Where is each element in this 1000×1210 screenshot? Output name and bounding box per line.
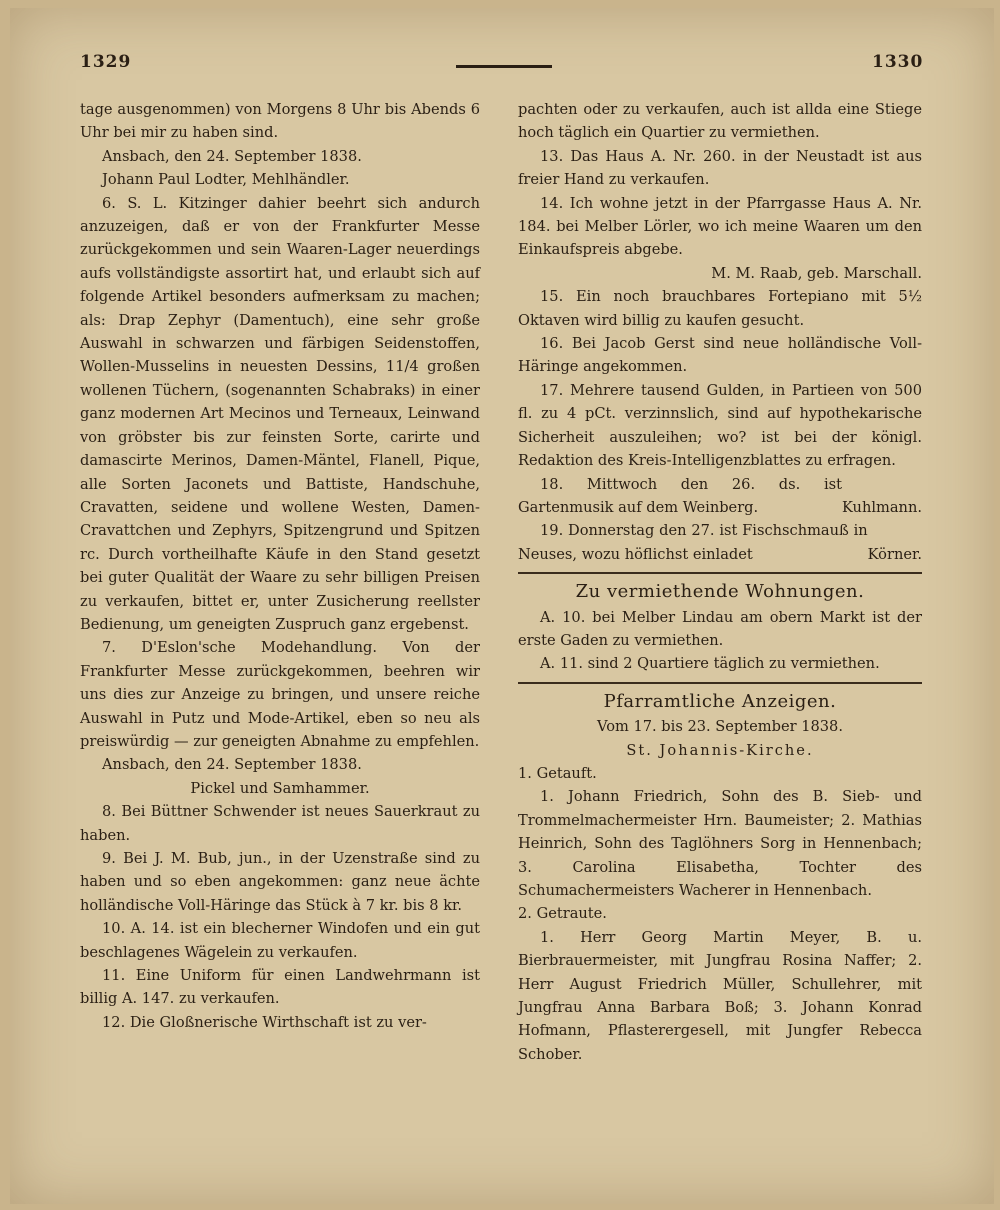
notice-8: 8. Bei Büttner Schwender ist neues Sauerkraut zu haben.: [80, 803, 480, 844]
rental-2: A. 11. sind 2 Quartiere täglich zu vermiethen.: [540, 655, 880, 673]
notice-18-signature: Kuhlmann.: [841, 498, 922, 516]
notice-5-signature: Johann Paul Lodter, Mehlhändler.: [102, 171, 350, 189]
notice-5-continued: tage ausgenommen) von Morgens 8 Uhr bis Abends 6 Uhr bei mir zu haben sind.: [80, 101, 480, 142]
notice-12: 12. Die Gloßnerische Wirthschaft ist zu ver-: [102, 1013, 427, 1031]
marriages-heading: 2. Getraute.: [518, 905, 607, 923]
parish-date-range: Vom 17. bis 23. September 1838.: [597, 718, 843, 736]
notice-18-row: [518, 473, 922, 520]
notice-19-signature: Körner.: [867, 545, 922, 563]
notice-6: 6. S. L. Kitzinger dahier beehrt sich andurch anzuzeigen, daß er von der Frankfurter Messe zurückgekommen und sein Waaren-Lager neuerdings aufs vollständigste assortirt hat, und erlaubt sich auf folgende Artikel besonders aufmerksam zu machen; als: Drap Zephyr (Damentuch), eine sehr große Auswahl in schwarzen und färbigen Seidenstoffen, Wollen-Musselins in neuesten Dessins, 11/4 großen wollenen Tüchern, (sogenannten Schabraks) in einer ganz modernen Art Mecinos und Terneaux, Leinwand von gröbster bis zur feinsten Sorte, carirte und damascirte Merinos, Damen-Mäntel, Flanell, Pique, alle Sorten Jaconets und Battiste, Handschuhe, Cravatten, seidene und wollene Westen, Damen-Cravattchen und Zephyrs, Spitzengrund und Spitzen rc. Durch vortheilhafte Käufe in den Stand gesetzt bei guter Qualität der Waare zu sehr billigen Preisen zu verkaufen, bittet er, unter Zusicherung reellster Bedienung, um geneigten Zuspruch ganz ergebenst.: [80, 194, 480, 633]
newspaper-page: [10, 8, 994, 1204]
notice-14: 14. Ich wohne jetzt in der Pfarrgasse Haus A. Nr. 184. bei Melber Lörler, wo ich meine Waaren um den Einkaufspreis abgebe.: [518, 194, 922, 259]
notice-12-continued: pachten oder zu verkaufen, auch ist allda eine Stiege hoch täglich ein Quartier zu vermiethen.: [518, 101, 922, 142]
notice-11: 11. Eine Uniform für einen Landwehrmann ist billig A. 147. zu verkaufen.: [80, 967, 480, 1008]
notice-5-place-date: Ansbach, den 24. September 1838.: [102, 147, 362, 165]
notice-13: 13. Das Haus A. Nr. 260. in der Neustadt ist aus freier Hand zu verkaufen.: [518, 147, 922, 189]
page-number-left: 1329: [80, 52, 132, 72]
notice-19: 19. Donnerstag den 27. ist Fischschmauß in Neuses, wozu höflichst einladet: [518, 522, 868, 563]
header-rule: [456, 65, 552, 68]
baptisms-heading: 1. Getauft.: [518, 764, 597, 782]
notice-7-place-date: Ansbach, den 24. September 1838.: [102, 756, 362, 774]
right-column: [518, 98, 922, 1066]
notice-14-signature: M. M. Raab, geb. Marschall.: [711, 264, 922, 282]
section-rule: [518, 572, 922, 574]
notice-9: 9. Bei J. M. Bub, jun., in der Uzenstraße sind zu haben und so eben angekommen: ganz neue ächte holländische Voll-Häringe das Stück à 7 kr. bis 8 kr.: [80, 850, 480, 914]
baptisms-list: 1. Johann Friedrich, Sohn des B. Sieb- und Trommelmachermeister Hrn. Baumeister; 2. Mathias Heinrich, Sohn des Taglöhners Sorg in Hennenbach; 3. Carolina Elisabetha, Tochter des Schumachermeisters Wacherer in Hennenbach.: [518, 788, 922, 899]
marriages-list: 1. Herr Georg Martin Meyer, B. u. Bierbrauermeister, mit Jungfrau Rosina Naffer; 2. Herr August Friedrich Müller, Schullehrer, mit Jungfrau Anna Barbara Boß; 3. Johann Konrad Hofmann, Pflasterergesell, mit Jungfer Rebecca Schober.: [518, 928, 922, 1063]
notice-18: 18. Mittwoch den 26. ds. ist Gartenmusik auf dem Weinberg.: [518, 475, 842, 516]
church-name: St. Johannis-Kirche.: [626, 741, 814, 759]
notice-7: 7. D'Eslon'sche Modehandlung. Von der Frankfurter Messe zurückgekommen, beehren wir uns dies zur Anzeige zu bringen, und unsere reiche Auswahl in Putz und Mode-Artikel, eben so neu als preiswürdig — zur geneigten Abnahme zu empfehlen.: [80, 639, 480, 750]
section-rule: [518, 682, 922, 684]
notice-19-row: [518, 519, 922, 566]
notice-17: 17. Mehrere tausend Gulden, in Partieen von 500 fl. zu 4 pCt. verzinnslich, sind auf hypothekarische Sicherheit auszuleihen; wo? ist bei der königl. Redaktion des Kreis-Intelligenzblattes zu erfragen.: [518, 381, 922, 470]
rental-1: A. 10. bei Melber Lindau am obern Markt ist der erste Gaden zu vermiethen.: [518, 608, 922, 649]
page-number-right: 1330: [872, 52, 924, 72]
rentals-heading: Zu vermiethende Wohnungen.: [575, 581, 865, 603]
parish-heading: Pfarramtliche Anzeigen.: [603, 690, 837, 712]
left-column: [80, 98, 480, 1034]
notice-16: 16. Bei Jacob Gerst sind neue holländische Voll-Häringe angekommen.: [518, 335, 922, 376]
notice-7-signature: Pickel und Samhammer.: [190, 779, 370, 797]
notice-15: 15. Ein noch brauchbares Fortepiano mit 5½ Oktaven wird billig zu kaufen gesucht.: [518, 288, 922, 329]
notice-10: 10. A. 14. ist ein blecherner Windofen und ein gut beschlagenes Wägelein zu verkaufen.: [80, 920, 480, 961]
